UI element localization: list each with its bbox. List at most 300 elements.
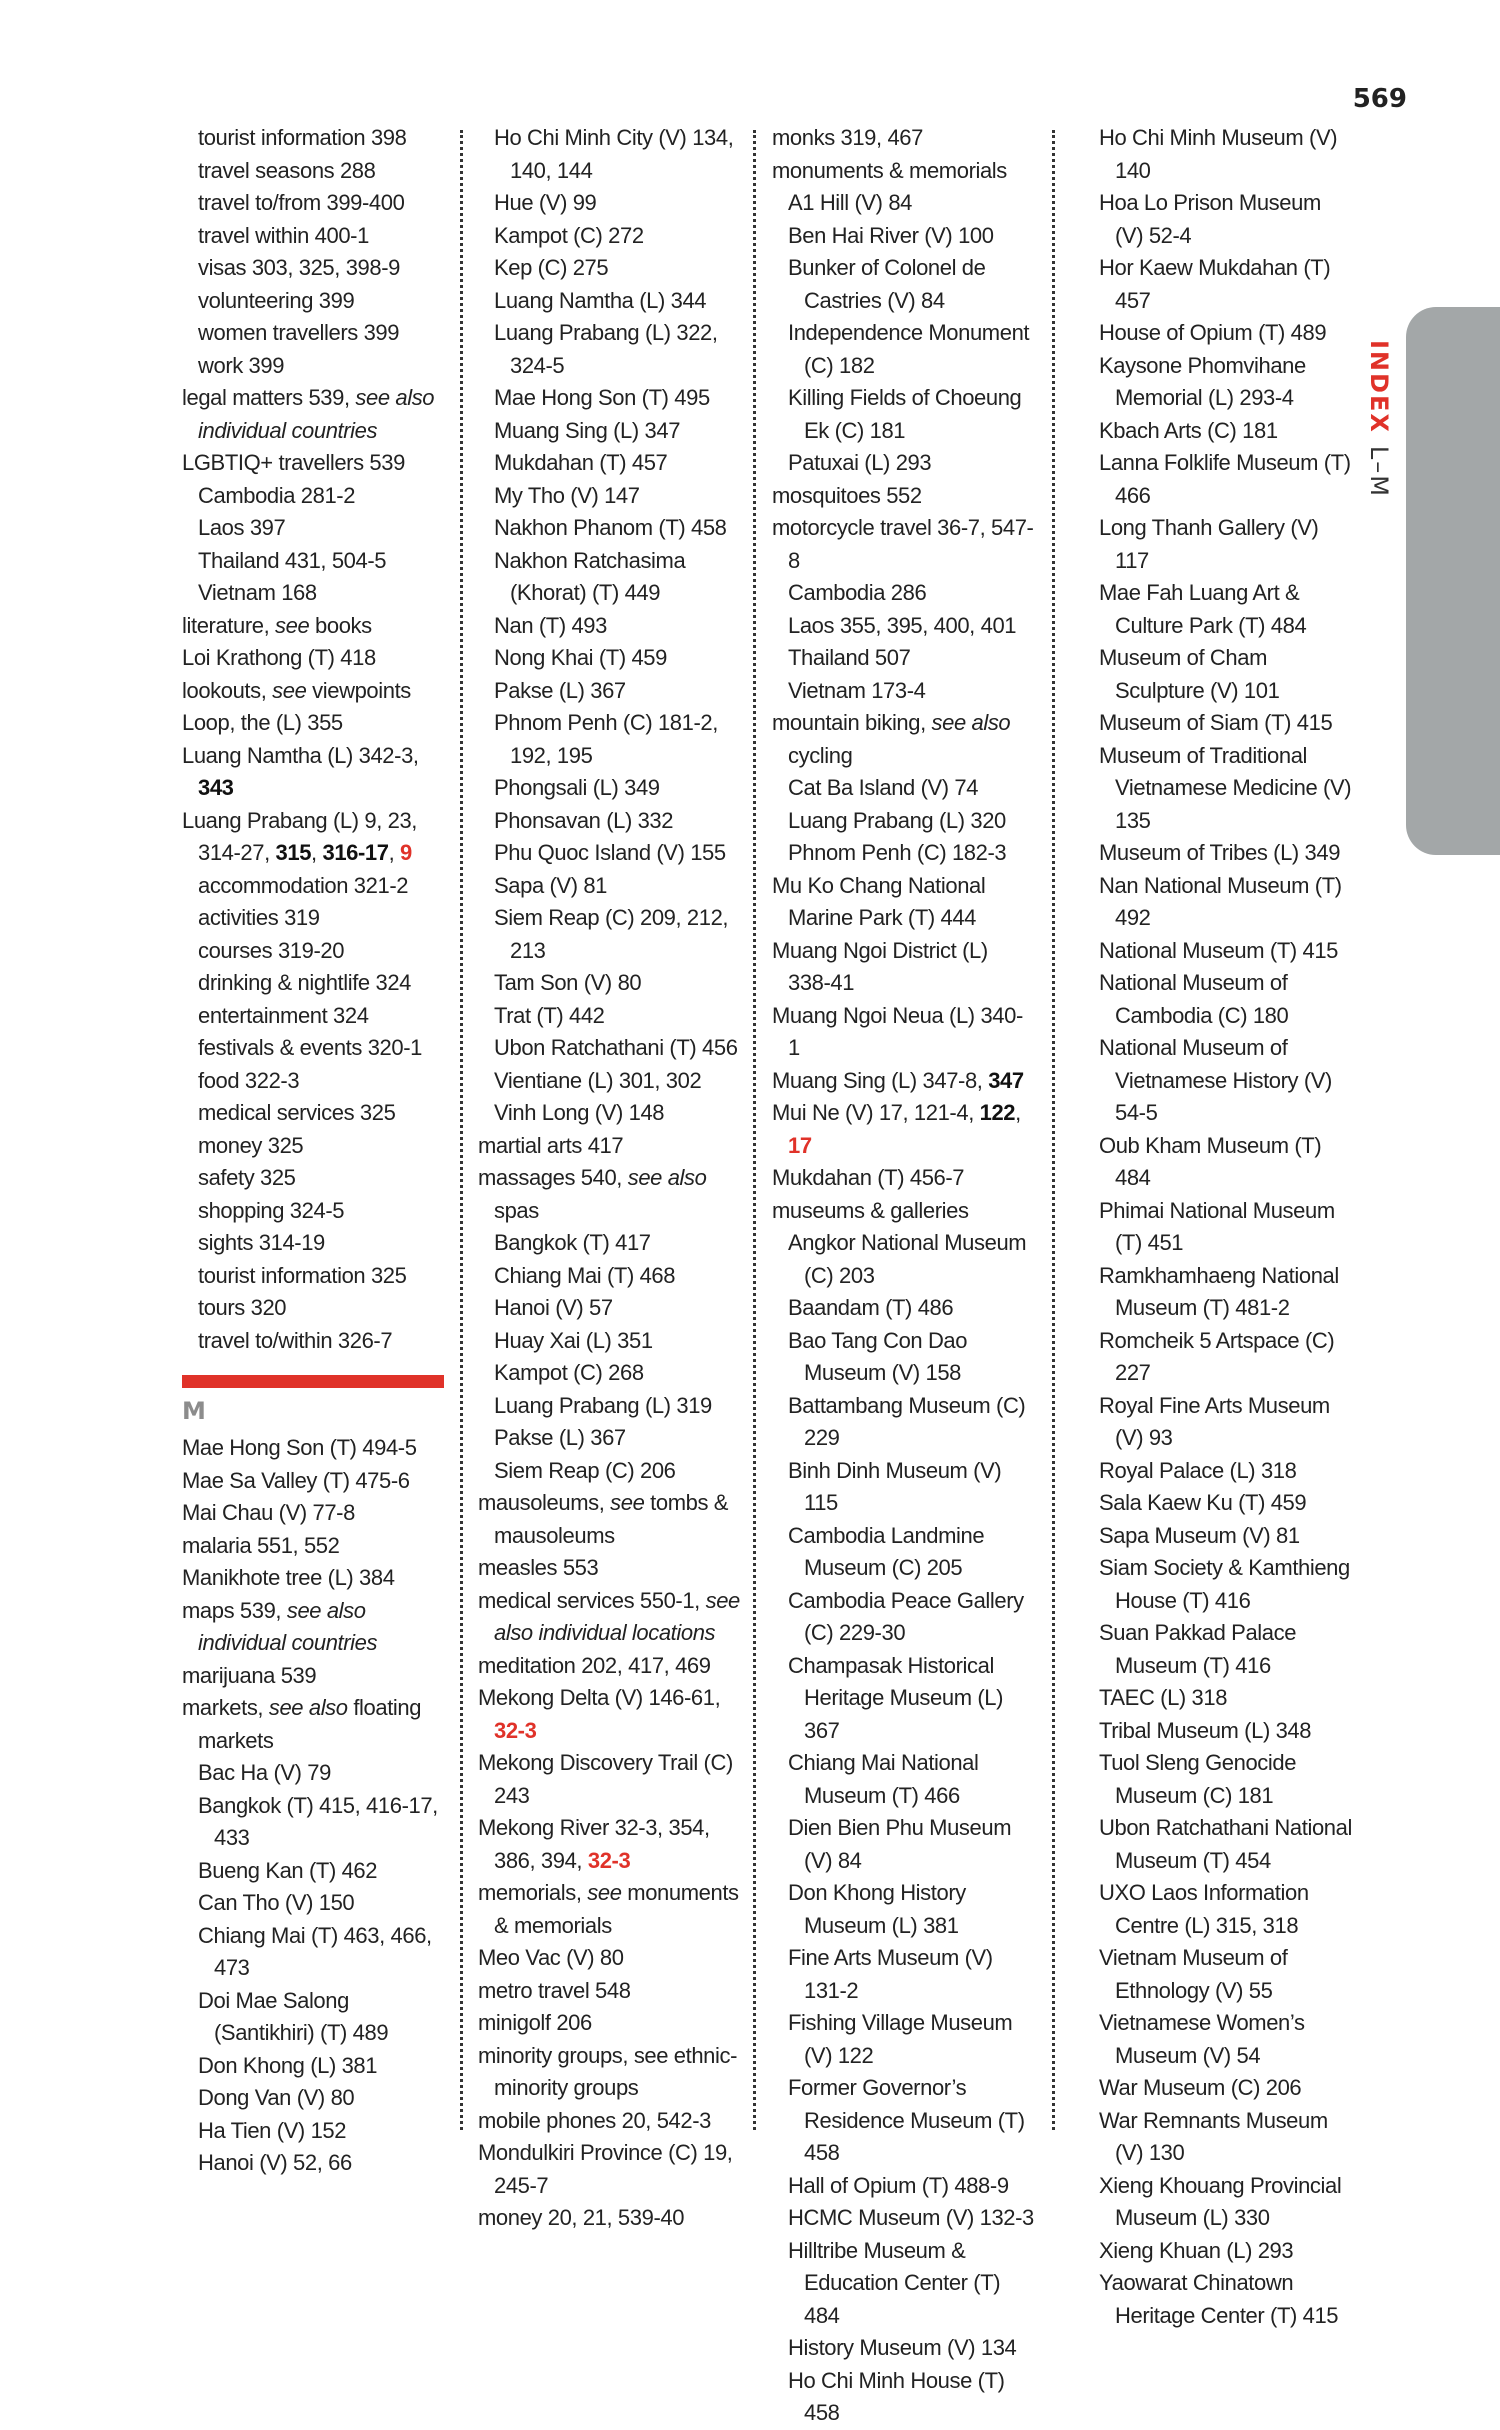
index-subentry [478, 1032, 741, 1065]
entry-text: Chiang Mai (T) 468 [494, 1262, 676, 1288]
cross-reference: see [587, 1880, 622, 1905]
index-subentry [182, 1032, 452, 1065]
entry-text: books [309, 612, 372, 638]
entry-text: Phongsali (L) 349 [494, 775, 660, 800]
entry-text: minigolf 206 [478, 2010, 592, 2035]
entry-text: Ha Tien (V) 152 [198, 2117, 347, 2143]
index-entry [772, 935, 1034, 1000]
entry-text: Mekong Delta (V) 146-61, [478, 1685, 721, 1710]
index-subentry [772, 1325, 1034, 1390]
index-subentry [478, 1325, 741, 1358]
entry-text: Phu Quoc Island (V) 155 [494, 840, 726, 865]
entry-text: Sapa Museum (V) 81 [1099, 1522, 1300, 1548]
entry-text: Muang Sing (L) 347 [494, 417, 681, 443]
index-entry [772, 1195, 1034, 1228]
index-subentry [772, 447, 1034, 480]
index-entry [478, 1585, 741, 1650]
index-subentry [1083, 1130, 1353, 1195]
index-column-3 [772, 122, 1034, 2430]
index-subentry [1083, 1325, 1353, 1390]
index-subentry [772, 837, 1034, 870]
index-subentry [478, 610, 741, 643]
index-entry [772, 707, 1034, 772]
entry-text: Luang Namtha (L) 344 [494, 287, 707, 313]
entry-text: travel to/within 326-7 [198, 1327, 393, 1353]
index-subentry [478, 545, 741, 610]
index-subentry [1083, 642, 1353, 707]
index-entry [772, 155, 1034, 188]
entry-text: floating markets [198, 1695, 422, 1753]
cross-reference: see also individual countries [198, 385, 435, 443]
index-subentry [478, 1422, 741, 1455]
entry-text: Muang Sing (L) 347-8, [772, 1067, 989, 1093]
entry-text: Museum of Cham Sculpture (V) 101 [1099, 645, 1280, 703]
entry-text: Dien Bien Phu Museum (V) 84 [788, 1815, 1012, 1873]
entry-text: Trat (T) 442 [494, 1002, 605, 1028]
index-subentry [182, 935, 452, 968]
index-subentry [182, 2147, 452, 2180]
photo-page-ref: 32-3 [587, 1847, 631, 1873]
entry-text: Ubon Ratchathani National Museum (T) 454 [1099, 1815, 1352, 1873]
entry-text: Luang Prabang (L) 320 [788, 807, 1006, 833]
index-subentry [1083, 577, 1353, 642]
index-entry [478, 1682, 741, 1747]
index-entry [478, 1552, 741, 1585]
entry-text: cycling [788, 742, 853, 768]
entry-text: Long Thanh Gallery (V) 117 [1099, 515, 1319, 573]
index-entry [772, 1097, 1034, 1162]
entry-text: spas [494, 1197, 539, 1223]
index-subentry [182, 1195, 452, 1228]
index-subentry [182, 252, 452, 285]
index-subentry [478, 1000, 741, 1033]
entry-text: mobile phones 20, 542-3 [478, 2107, 711, 2133]
entry-text: Kep (C) 275 [494, 255, 609, 280]
index-subentry [182, 1920, 452, 1985]
index-entry [182, 642, 452, 675]
entry-text: Oub Kham Museum (T) 484 [1099, 1132, 1322, 1190]
index-entry [478, 2105, 741, 2138]
index-subentry [772, 1877, 1034, 1942]
index-subentry [182, 1757, 452, 1790]
index-subentry [182, 122, 452, 155]
cross-reference: see also individual locations [494, 1587, 740, 1645]
index-entry [478, 1162, 741, 1227]
index-subentry [1083, 837, 1353, 870]
section-side-label [1355, 340, 1395, 500]
entry-text: , [1015, 1100, 1021, 1125]
entry-text: Museum of Traditional Vietnamese Medicine (V) 135 [1099, 742, 1352, 833]
index-subentry [1083, 2007, 1353, 2072]
section-label: INDEX [1365, 340, 1393, 434]
entry-text: National Museum of Vietnamese History (V) 54-5 [1099, 1035, 1332, 1125]
entry-text: Ben Hai River (V) 100 [788, 222, 994, 248]
index-subentry [478, 512, 741, 545]
map-page-ref: 343 [198, 775, 234, 800]
entry-text: Nakhon Ratchasima (Khorat) (T) 449 [494, 547, 686, 605]
column-divider [460, 130, 463, 2130]
entry-text: Pakse (L) 367 [494, 677, 626, 703]
entry-text: Meo Vac (V) 80 [478, 1945, 624, 1970]
index-entry [182, 805, 452, 870]
entry-text: War Remnants Museum (V) 130 [1099, 2107, 1328, 2165]
entry-text: volunteering 399 [198, 287, 355, 313]
index-subentry [182, 1130, 452, 1163]
index-subentry [772, 2365, 1034, 2430]
index-entry [478, 1942, 741, 1975]
entry-text: visas 303, 325, 398-9 [198, 255, 400, 280]
index-entry [182, 1562, 452, 1595]
entry-text: Hor Kaew Mukdahan (T) 457 [1099, 255, 1331, 313]
index-subentry [182, 1000, 452, 1033]
index-entry [772, 1162, 1034, 1195]
index-subentry [478, 772, 741, 805]
index-subentry [1083, 1195, 1353, 1260]
index-subentry [478, 285, 741, 318]
entry-text: entertainment 324 [198, 1002, 369, 1028]
entry-text: lookouts, [182, 677, 273, 703]
letter-section [182, 1375, 452, 1428]
index-subentry [772, 2007, 1034, 2072]
index-subentry [478, 870, 741, 903]
index-entry [478, 1812, 741, 1877]
index-entry [772, 512, 1034, 577]
entry-text: legal matters 539, [182, 385, 356, 410]
entry-text: Independence Monument (C) 182 [788, 320, 1030, 378]
index-subentry [182, 1887, 452, 1920]
index-subentry [1083, 1747, 1353, 1812]
index-entry [478, 1650, 741, 1683]
index-subentry [478, 1097, 741, 1130]
map-page-ref: 316-17 [322, 840, 389, 865]
entry-text: activities 319 [198, 905, 320, 930]
entry-text: Museum of Tribes (L) 349 [1099, 840, 1341, 865]
entry-text: martial arts 417 [478, 1132, 624, 1158]
index-subentry [182, 285, 452, 318]
letter-heading: M [182, 1397, 206, 1425]
entry-text: Bao Tang Con Dao Museum (V) 158 [788, 1327, 968, 1385]
entry-text: Champasak Historical Heritage Museum (L) 367 [788, 1652, 1004, 1743]
index-subentry [478, 1390, 741, 1423]
index-subentry [1083, 187, 1353, 252]
entry-text: malaria 551, 552 [182, 1532, 340, 1558]
entry-text: literature, [182, 612, 276, 638]
index-subentry [1083, 1715, 1353, 1748]
index-subentry [182, 2082, 452, 2115]
entry-text: Hilltribe Museum & Education Center (T) 484 [788, 2237, 1001, 2328]
entry-text: Suan Pakkad Palace Museum (T) 416 [1099, 1620, 1297, 1678]
entry-text: Bac Ha (V) 79 [198, 1760, 331, 1785]
index-subentry [182, 220, 452, 253]
entry-text: Mondulkiri Province (C) 19, 245-7 [478, 2140, 733, 2198]
index-entry [772, 1000, 1034, 1065]
index-subentry [1083, 707, 1353, 740]
letter-divider-bar [182, 1375, 444, 1388]
index-subentry [1083, 317, 1353, 350]
entry-text: Sapa (V) 81 [494, 872, 608, 898]
entry-text: Mae Fah Luang Art & Culture Park (T) 484 [1099, 580, 1307, 638]
entry-text: Fishing Village Museum (V) 122 [788, 2010, 1013, 2068]
entry-text: maps 539, [182, 1597, 287, 1623]
entry-text: Phnom Penh (C) 181-2, 192, 195 [494, 710, 718, 768]
entry-text: Hall of Opium (T) 488-9 [788, 2172, 1009, 2198]
index-entry [182, 1432, 452, 1465]
entry-text: Hanoi (V) 57 [494, 1295, 613, 1320]
entry-text: Mae Sa Valley (T) 475-6 [182, 1467, 410, 1493]
entry-text: Ramkhamhaeng National Museum (T) 481-2 [1099, 1262, 1339, 1320]
entry-text: memorials, [478, 1880, 588, 1905]
index-subentry [772, 1585, 1034, 1650]
entry-text: Dong Van (V) 80 [198, 2085, 355, 2110]
entry-text: mosquitoes 552 [772, 482, 922, 508]
entry-text: Luang Namtha (L) 342-3, [182, 742, 419, 768]
entry-text: Tam Son (V) 80 [494, 970, 642, 995]
index-subentry [1083, 1682, 1353, 1715]
entry-text: UXO Laos Information Centre (L) 315, 318 [1099, 1880, 1309, 1938]
index-subentry [772, 2332, 1034, 2365]
entry-text: Can Tho (V) 150 [198, 1890, 355, 1915]
index-entry [478, 1975, 741, 2008]
entry-text: drinking & nightlife 324 [198, 970, 411, 995]
index-subentry [182, 2050, 452, 2083]
entry-text: Pakse (L) 367 [494, 1425, 626, 1450]
index-subentry [1083, 2170, 1353, 2235]
entry-text: accommodation 321-2 [198, 872, 409, 898]
index-subentry [478, 1292, 741, 1325]
index-subentry [1083, 252, 1353, 317]
index-subentry [478, 967, 741, 1000]
index-subentry [478, 675, 741, 708]
entry-text: monuments & memorials [494, 1880, 739, 1938]
index-entry [182, 610, 452, 643]
index-subentry [182, 1260, 452, 1293]
index-subentry [772, 1227, 1034, 1292]
index-subentry [1083, 1455, 1353, 1488]
entry-text: Cambodia 286 [788, 580, 927, 605]
entry-text: Xieng Khouang Provincial Museum (L) 330 [1099, 2172, 1342, 2230]
entry-text: Binh Dinh Museum (V) 115 [788, 1457, 1002, 1515]
index-subentry [772, 642, 1034, 675]
entry-text: museums & galleries [772, 1197, 969, 1223]
index-entry [772, 870, 1034, 935]
index-entry [182, 1465, 452, 1498]
index-entry [182, 1660, 452, 1693]
index-subentry [478, 1357, 741, 1390]
index-entry [478, 1747, 741, 1812]
entry-text: Mai Chau (V) 77-8 [182, 1500, 355, 1525]
entry-text: National Museum (T) 415 [1099, 937, 1339, 963]
index-subentry [478, 187, 741, 220]
index-entry [182, 707, 452, 740]
entry-text: Vientiane (L) 301, 302 [494, 1067, 702, 1093]
entry-text: medical services 325 [198, 1100, 396, 1125]
entry-text: Romcheik 5 Artspace (C) 227 [1099, 1327, 1335, 1385]
entry-text: meditation 202, 417, 469 [478, 1652, 711, 1678]
entry-text: measles 553 [478, 1555, 599, 1580]
index-subentry [478, 122, 741, 187]
entry-text: Huay Xai (L) 351 [494, 1327, 653, 1353]
index-subentry [478, 447, 741, 480]
entry-text: mausoleums, [478, 1490, 611, 1515]
index-subentry [772, 1390, 1034, 1455]
index-column-2 [478, 122, 741, 2235]
index-subentry [182, 2115, 452, 2148]
entry-text: metro travel 548 [478, 1977, 631, 2003]
entry-text: markets, [182, 1695, 269, 1720]
entry-text: Nong Khai (T) 459 [494, 645, 667, 670]
entry-text: Hoa Lo Prison Museum (V) 52-4 [1099, 190, 1321, 248]
index-entry [182, 1530, 452, 1563]
entry-text: My Tho (V) 147 [494, 482, 640, 508]
index-subentry [772, 1520, 1034, 1585]
map-page-ref: 347 [988, 1067, 1024, 1093]
index-subentry [182, 187, 452, 220]
entry-text: Thailand 431, 504-5 [198, 547, 387, 573]
entry-text: Laos 355, 395, 400, 401 [788, 612, 1017, 638]
index-entry [772, 122, 1034, 155]
entry-text: motorcycle travel 36-7, 547-8 [772, 515, 1034, 573]
section-range: L–M [1365, 445, 1393, 498]
entry-text: Muang Ngoi District (L) 338-41 [772, 937, 988, 995]
entry-text: Hue (V) 99 [494, 190, 597, 215]
entry-text: Muang Ngoi Neua (L) 340-1 [772, 1002, 1023, 1060]
entry-text: Kaysone Phomvihane Memorial (L) 293-4 [1099, 352, 1306, 410]
entry-text: medical services 550-1, [478, 1587, 706, 1613]
index-entry [182, 447, 452, 480]
entry-text: Siem Reap (C) 206 [494, 1457, 676, 1483]
page-number: 569 [1352, 84, 1407, 114]
entry-text: Nan National Museum (T) 492 [1099, 872, 1342, 930]
map-page-ref: 315 [275, 840, 312, 865]
index-subentry [1083, 967, 1353, 1032]
cross-reference: see also individual countries [198, 1597, 378, 1655]
photo-page-ref: 17 [788, 1132, 812, 1158]
index-subentry [182, 480, 452, 513]
entry-text: Luang Prabang (L) 9, 23, 314-27, [182, 807, 418, 865]
entry-text: Luang Prabang (L) 322, 324-5 [494, 320, 718, 378]
entry-text: , [388, 840, 401, 865]
entry-text: Nakhon Phanom (T) 458 [494, 515, 727, 540]
entry-text: tombs & mausoleums [494, 1490, 729, 1548]
column-divider [1052, 130, 1055, 2130]
entry-text: Vietnam 168 [198, 580, 317, 605]
entry-text: Bangkok (T) 415, 416-17, 433 [198, 1792, 438, 1850]
entry-text: work 399 [198, 352, 285, 378]
index-subentry [1083, 1032, 1353, 1130]
index-subentry [182, 902, 452, 935]
index-subentry [772, 577, 1034, 610]
index-column-1 [182, 122, 452, 2180]
index-subentry [478, 415, 741, 448]
entry-text: Cat Ba Island (V) 74 [788, 775, 979, 800]
index-subentry [478, 1227, 741, 1260]
entry-text: Patuxai (L) 293 [788, 450, 932, 475]
index-subentry [1083, 1390, 1353, 1455]
index-entry [182, 1595, 452, 1660]
entry-text: Laos 397 [198, 515, 286, 540]
entry-text: massages 540, [478, 1165, 628, 1190]
index-subentry [182, 1790, 452, 1855]
index-subentry [182, 545, 452, 578]
entry-text: festivals & events 320-1 [198, 1035, 422, 1060]
index-subentry [772, 382, 1034, 447]
entry-text: women travellers 399 [198, 320, 400, 345]
entry-text: Bangkok (T) 417 [494, 1230, 651, 1255]
index-subentry [1083, 1812, 1353, 1877]
entry-text: Angkor National Museum (C) 203 [788, 1230, 1027, 1288]
index-entry [478, 2137, 741, 2202]
entry-text: viewpoints [306, 677, 411, 703]
cross-reference: see [610, 1490, 645, 1515]
entry-text: Manikhote tree (L) 384 [182, 1565, 395, 1590]
entry-text: food 322-3 [198, 1067, 300, 1093]
index-subentry [1083, 1877, 1353, 1942]
entry-text: Kampot (C) 268 [494, 1360, 644, 1385]
index-subentry [478, 382, 741, 415]
cross-reference: see also [931, 710, 1011, 735]
entry-text: Fine Arts Museum (V) 131-2 [788, 1945, 993, 2003]
entry-text: tourist information 325 [198, 1262, 407, 1288]
index-entry [478, 1130, 741, 1163]
index-subentry [1083, 740, 1353, 838]
entry-text: Cambodia Peace Gallery (C) 229-30 [788, 1587, 1024, 1645]
photo-page-ref: 9 [400, 840, 412, 865]
entry-text: Doi Mae Salong (Santikhiri) (T) 489 [198, 1987, 389, 2045]
entry-text: Ho Chi Minh Museum (V) 140 [1099, 125, 1338, 183]
index-subentry [1083, 1942, 1353, 2007]
index-entry [182, 1692, 452, 1757]
index-subentry [478, 1260, 741, 1293]
entry-text: Mae Hong Son (T) 495 [494, 385, 710, 410]
index-subentry [1083, 350, 1353, 415]
entry-text: LGBTIQ+ travellers 539 [182, 450, 405, 475]
entry-text: Former Governor’s Residence Museum (T) 458 [788, 2075, 1025, 2165]
index-subentry [772, 1650, 1034, 1748]
index-entry [772, 1065, 1034, 1098]
map-page-ref: 122 [979, 1100, 1016, 1125]
index-subentry [182, 870, 452, 903]
index-subentry [1083, 1552, 1353, 1617]
index-subentry [772, 805, 1034, 838]
entry-text: Ho Chi Minh House (T) 458 [788, 2367, 1005, 2425]
index-entry [772, 480, 1034, 513]
index-subentry [182, 1097, 452, 1130]
index-subentry [478, 1455, 741, 1488]
index-subentry [478, 837, 741, 870]
entry-text: Ubon Ratchathani (T) 456 [494, 1035, 738, 1060]
cross-reference: see also [268, 1695, 348, 1720]
entry-text: Mu Ko Chang National Marine Park (T) 444 [772, 872, 986, 930]
entry-text: Mukdahan (T) 456-7 [772, 1165, 965, 1190]
entry-text: Mui Ne (V) 17, 121-4, [772, 1100, 980, 1125]
entry-text: monuments & memorials [772, 157, 1007, 183]
entry-text: Vietnam 173-4 [788, 677, 926, 703]
entry-text: monks 319, 467 [772, 125, 923, 150]
entry-text: Thailand 507 [788, 645, 911, 670]
entry-text: Xieng Khuan (L) 293 [1099, 2237, 1294, 2263]
index-subentry [772, 1942, 1034, 2007]
entry-text: Don Khong History Museum (L) 381 [788, 1880, 966, 1938]
index-subentry [772, 2202, 1034, 2235]
index-subentry [182, 1325, 452, 1358]
entry-text: National Museum of Cambodia (C) 180 [1099, 970, 1289, 1028]
entry-text: travel to/from 399-400 [198, 190, 405, 215]
index-subentry [478, 220, 741, 253]
index-subentry [772, 2072, 1034, 2170]
entry-text: Don Khong (L) 381 [198, 2052, 378, 2078]
entry-text: Loi Krathong (T) 418 [182, 645, 376, 670]
entry-text: Cambodia Landmine Museum (C) 205 [788, 1522, 985, 1580]
